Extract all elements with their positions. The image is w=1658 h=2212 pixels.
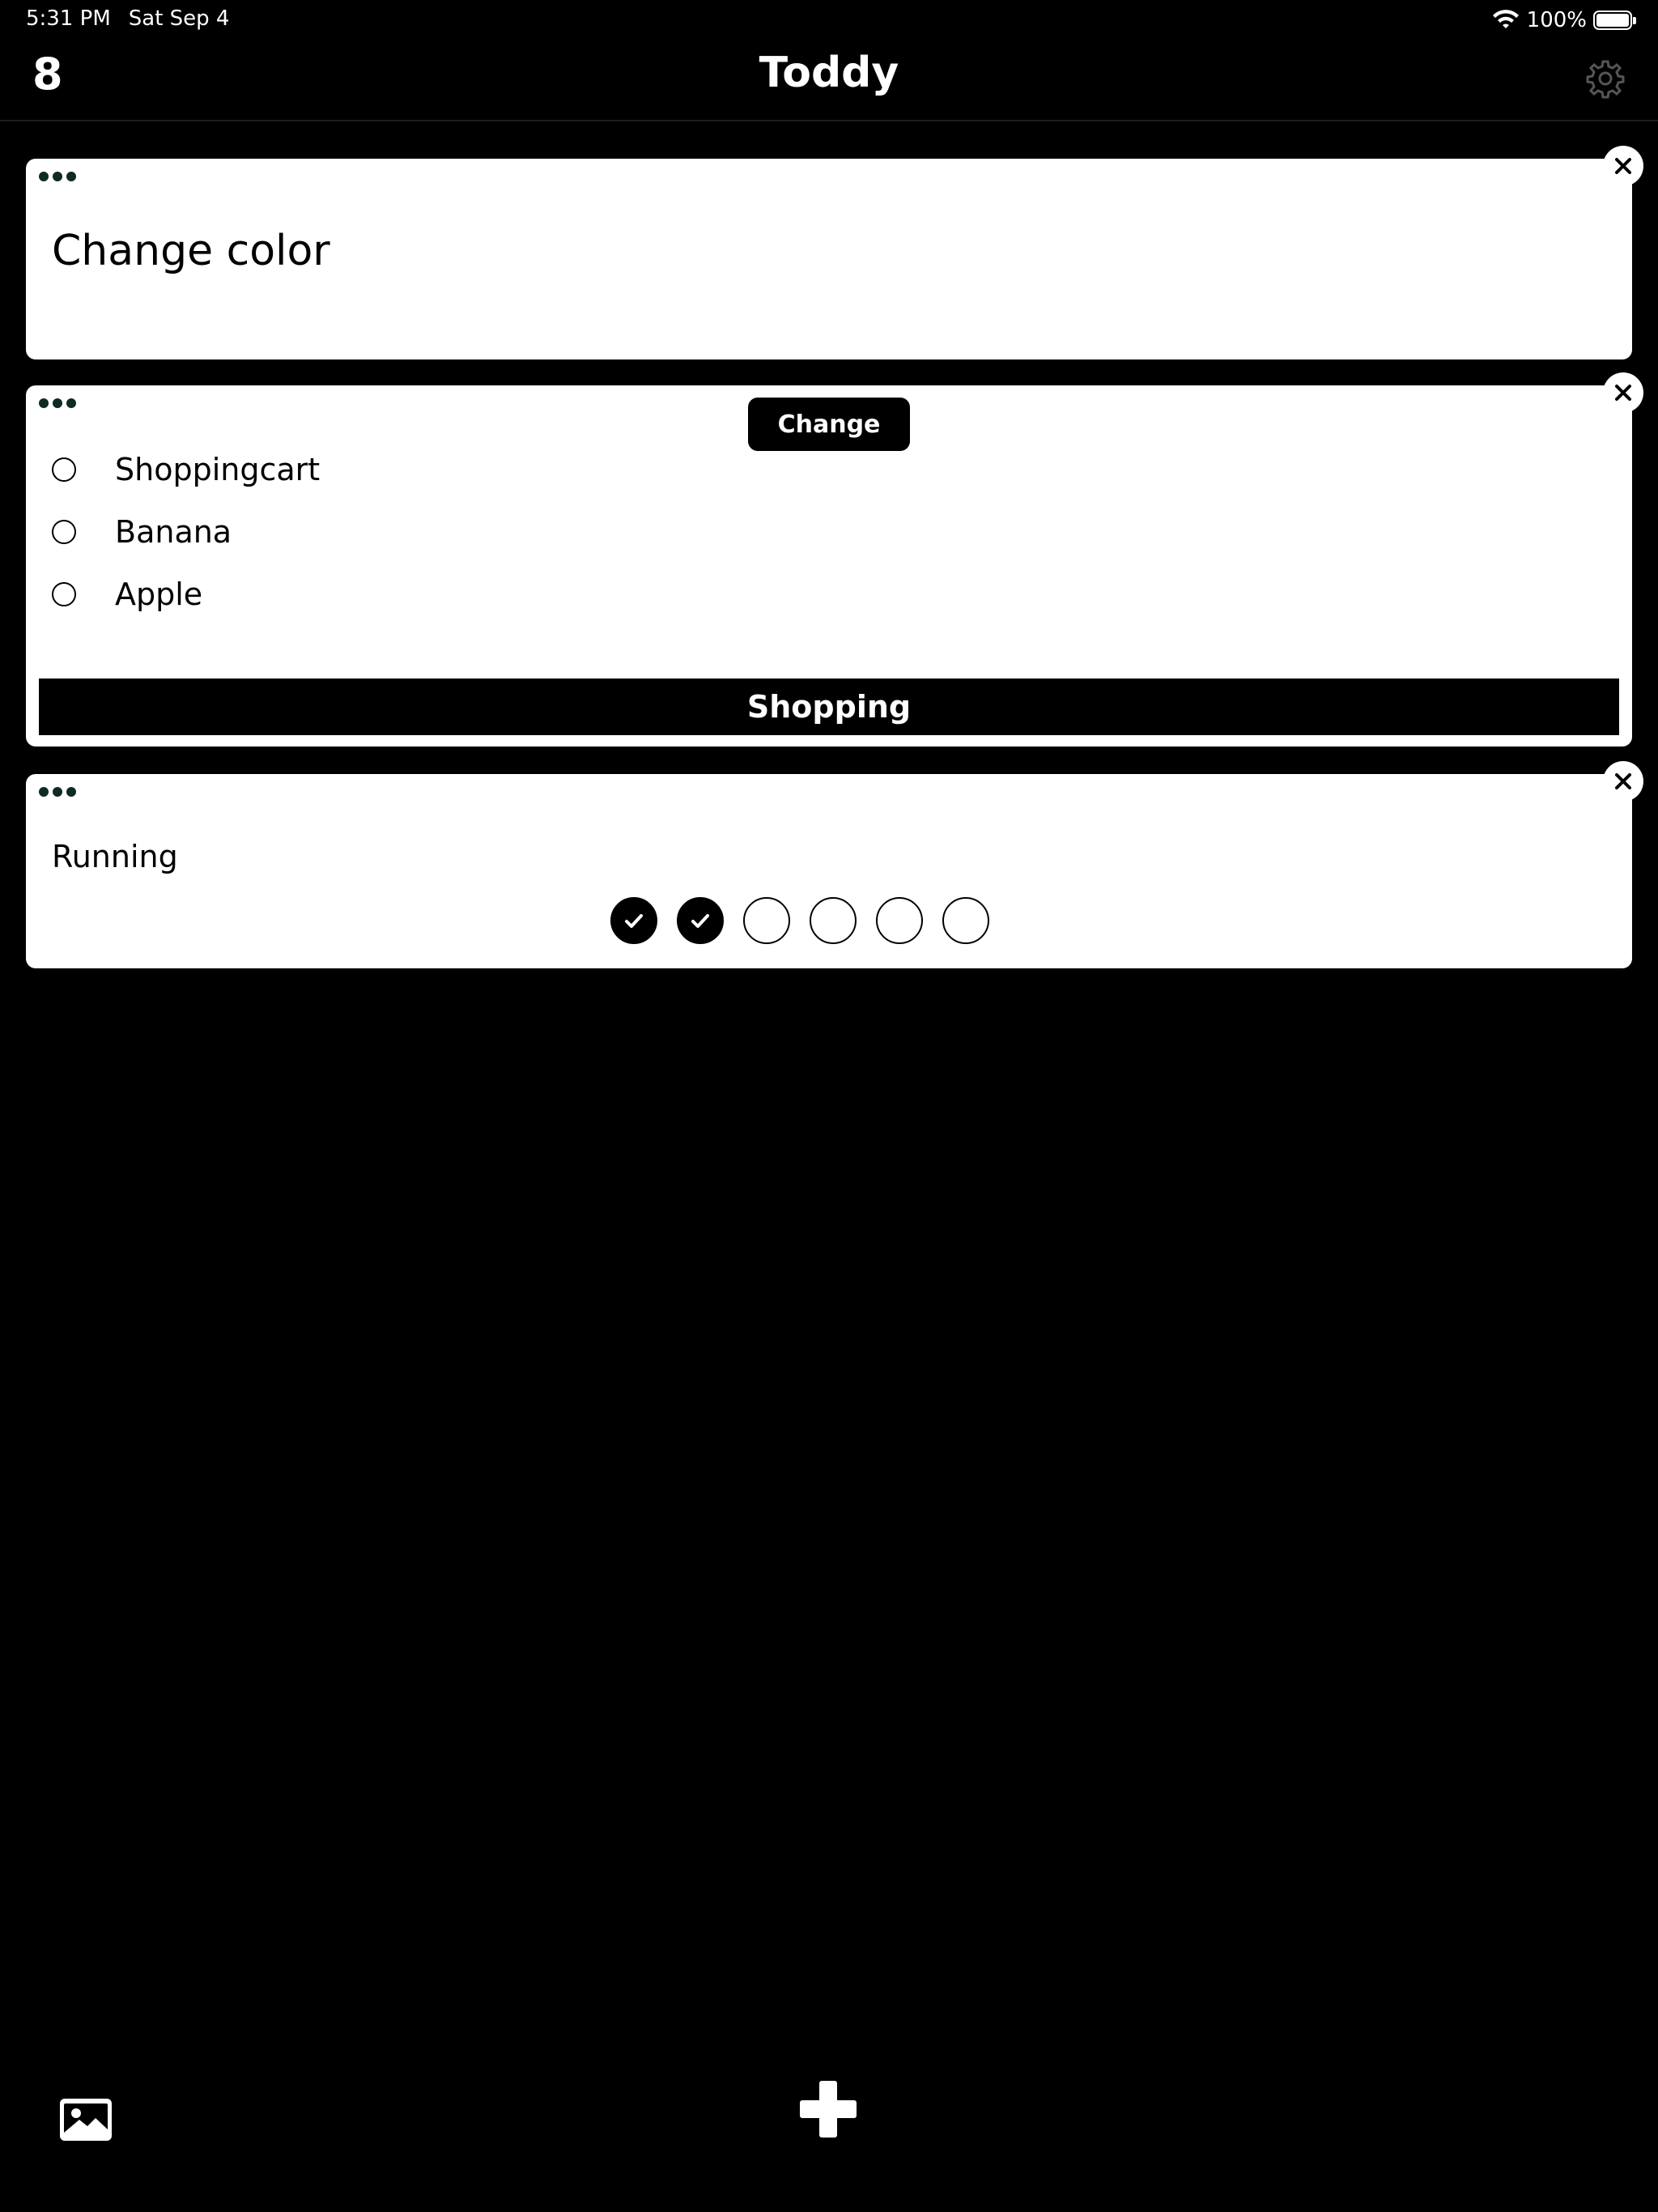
close-icon [1612, 770, 1635, 793]
more-dots-icon[interactable] [39, 398, 76, 408]
checkbox[interactable] [52, 582, 76, 606]
habit-day[interactable] [743, 897, 790, 944]
plus-icon[interactable] [798, 2079, 858, 2139]
page-title: Toddy [759, 49, 899, 97]
more-dots-icon[interactable] [39, 787, 76, 797]
note-card[interactable] [26, 159, 1632, 359]
checkbox[interactable] [52, 520, 76, 544]
note-title[interactable]: Change color [52, 227, 330, 275]
change-button[interactable]: Change [748, 398, 910, 451]
todo-count: 8 [32, 49, 63, 100]
checkmark-icon [621, 908, 647, 934]
habit-day-checked[interactable] [610, 897, 657, 944]
habit-day[interactable] [942, 897, 989, 944]
wifi-icon [1491, 9, 1520, 32]
list-item[interactable] [52, 578, 202, 610]
habit-tracker [610, 897, 989, 944]
habit-card[interactable] [26, 774, 1632, 968]
more-dots-icon[interactable] [39, 172, 76, 181]
header-divider [0, 120, 1658, 121]
habit-day-checked[interactable] [677, 897, 724, 944]
list-item-label: Banana [115, 514, 232, 550]
close-icon [1612, 155, 1635, 177]
gear-icon[interactable] [1585, 58, 1626, 99]
checklist-card[interactable] [26, 385, 1632, 747]
close-button[interactable] [1603, 761, 1643, 802]
checkbox[interactable] [52, 457, 76, 482]
list-item[interactable] [52, 516, 232, 548]
image-icon[interactable] [58, 2097, 113, 2142]
battery-percent: 100% [1526, 8, 1587, 32]
habit-day[interactable] [876, 897, 923, 944]
close-button[interactable] [1603, 146, 1643, 186]
close-button[interactable] [1603, 372, 1643, 413]
habit-title[interactable]: Running [52, 839, 178, 874]
status-date: Sat Sep 4 [128, 6, 230, 31]
list-title-bar[interactable]: Shopping [39, 678, 1619, 735]
close-icon [1612, 381, 1635, 404]
checkmark-icon [687, 908, 713, 934]
list-item-label: Apple [115, 576, 203, 612]
status-bar-left [26, 6, 229, 31]
status-time: 5:31 PM [26, 6, 111, 31]
habit-day[interactable] [810, 897, 857, 944]
battery-icon [1593, 11, 1632, 30]
status-bar-right [1491, 6, 1632, 34]
list-item[interactable] [52, 453, 320, 486]
list-item-label: Shoppingcart [115, 452, 321, 487]
